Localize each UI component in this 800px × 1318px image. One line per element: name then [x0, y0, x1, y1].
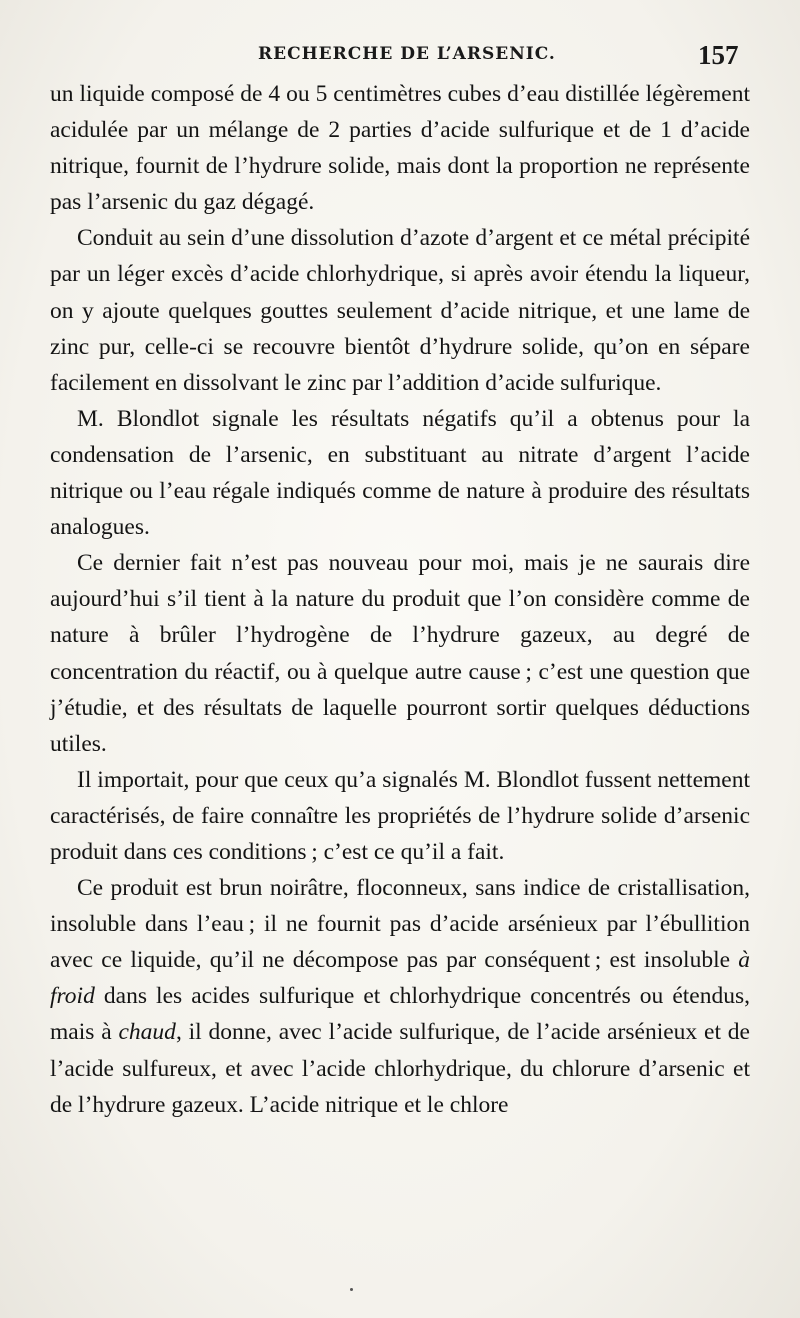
text-run: un liquide composé de 4 ou 5 centimètres cubes d’eau distillée légèrement acidulée par un mélange de 2 parties d’acide sulfurique et de 1 d’acide nitrique, fournit de l’hydrure solide, mais dont la proportion ne représente pas l’arsenic du gaz dégagé.	[50, 81, 750, 216]
ink-speck	[350, 1288, 353, 1291]
italic-text-run: chaud	[118, 1019, 176, 1046]
paragraph	[50, 545, 750, 762]
running-head: RECHERCHE DE L’ARSENIC.	[258, 44, 556, 64]
body-text	[50, 76, 750, 1123]
text-run: M. Blondlot signale les résultats négatifs qu’il a obtenus pour la condensation de l’arsenic, en substituant au nitrate d’argent l’acide nitrique ou l’eau régale indiqués comme de nature à produire des résultats analogues.	[50, 405, 750, 541]
text-run: Il importait, pour que ceux qu’a signalés M. Blondlot fussent nettement caractérisés, de faire connaître les propriétés de l’hydrure solide d’arsenic produit dans ces conditions ; c’est ce qu’il a fait.	[50, 766, 750, 865]
paragraph	[50, 76, 750, 220]
text-run: dans les acides sulfurique et chlorhydrique concentrés ou étendus, mais à	[50, 983, 750, 1046]
text-run: Ce dernier fait n’est pas nouveau pour moi, mais je ne saurais dire aujourd’hui s’il tient à la nature du produit que l’on considère comme de nature à brûler l’hydrogène de l’hydrure gazeux, au degré de concentration du réactif, ou à quelque autre cause ; c’est une question que j’étudie, et des résultats de laquelle pourront sortir quelques déductions utiles.	[50, 550, 750, 757]
text-run: Conduit au sein d’une dissolution d’azote d’argent et ce métal précipité par un léger excès d’acide chlorhydrique, si après avoir étendu la liqueur, on y ajoute quelques gouttes seulement d’acide nitrique, et une lame de zinc pur, celle-ci se recouvre bientôt d’hydrure solide, qu’on en sépare facilement en dissolvant le zinc par l’addition d’acide sulfurique.	[50, 225, 750, 396]
page-header	[0, 38, 800, 78]
paragraph	[50, 870, 750, 1123]
paragraph	[50, 220, 750, 400]
page-number: 157	[698, 40, 739, 70]
italic-text-run: à froid	[50, 947, 750, 1010]
paragraph	[50, 762, 750, 870]
text-run: Ce produit est brun noirâtre, floconneux, sans indice de cristallisation, insoluble dans l’eau ; il ne fournit pas d’acide arsénieux par l’ébullition avec ce liquide, qu’il ne décompose pas par conséquent ; est insoluble	[50, 875, 750, 974]
paragraph	[50, 401, 750, 545]
text-run: , il donne, avec l’acide sulfurique, de l’acide arsénieux et de l’acide sulfureux, et avec l’acide chlorhydrique, du chlorure d’arsenic et de l’hydrure gazeux. L’acide nitrique et le chlore	[50, 1019, 750, 1118]
